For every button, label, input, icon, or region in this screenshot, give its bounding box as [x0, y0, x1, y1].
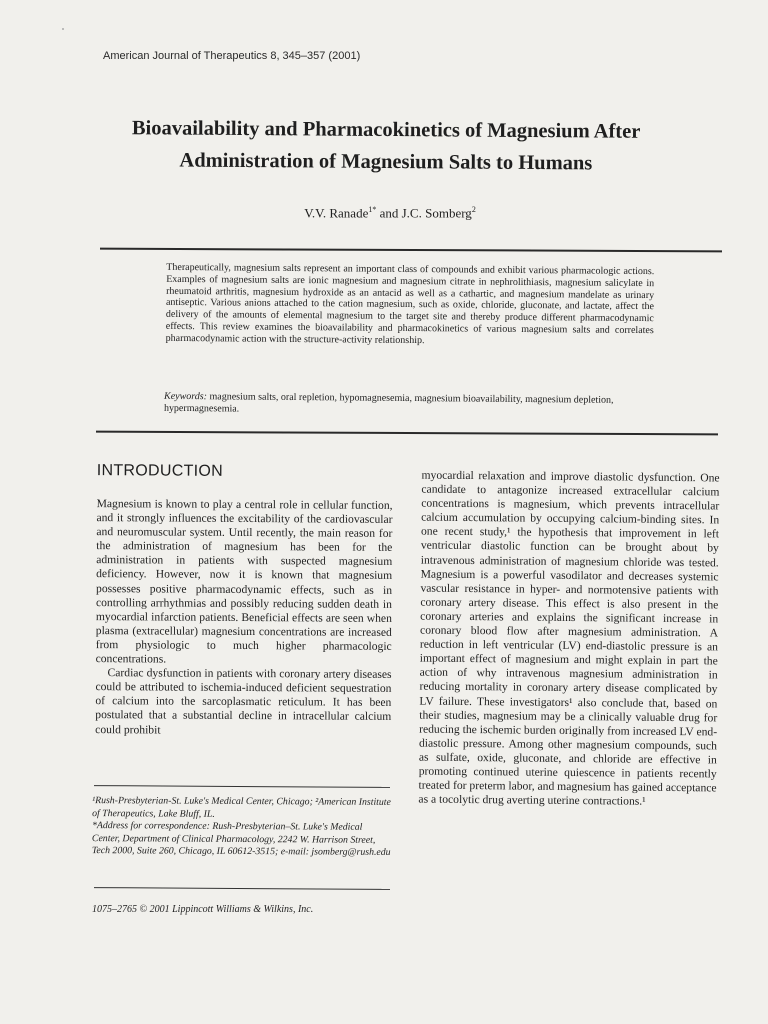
abstract-divider	[96, 431, 718, 436]
title-line-2: Administration of Magnesium Salts to Humans	[179, 149, 593, 175]
scan-speck	[62, 28, 64, 30]
body-column-left	[95, 461, 393, 738]
author-2: J.C. Somberg	[401, 205, 472, 221]
paragraph: Cardiac dysfunction in patients with coronary artery diseases could be attributed to ischemia-induced deficient sequestration of calcium into the sarcoplasmatic reticulum. It has been postulated that a substantial decline in intracellular calcium could prohibit	[95, 666, 392, 736]
footnote-correspondence: *Address for correspondence: Rush-Presbyterian–St. Luke's Medical Center, Department of Clinical Pharmacology, 2242 W. Harrison Street, Tech 2000, Suite 260, Chicago, IL 60612-3515; e-mail: jsomberg@rush.edu	[91, 820, 391, 859]
author-1-affiliation: 1*	[368, 205, 377, 214]
keywords-label: Keywords:	[164, 390, 208, 403]
footnote-bottom-divider	[94, 887, 390, 890]
journal-citation: American Journal of Therapeutics 8, 345–357 (2001)	[103, 50, 361, 62]
keywords-list: magnesium salts, oral repletion, hypomagnesemia, magnesium bioavailability, magnesium depletion, hypermagnesemia.	[163, 391, 614, 415]
body-column-right	[418, 469, 719, 810]
author-1: V.V. Ranade	[304, 205, 369, 221]
article-title	[100, 112, 672, 180]
footnotes	[92, 795, 392, 860]
section-heading-introduction: INTRODUCTION	[96, 462, 224, 480]
title-line-1: Bioavailability and Pharmacokinetics of Magnesium After	[131, 117, 641, 143]
author-conjunction: and	[376, 205, 402, 221]
paragraph: myocardial relaxation and improve diastolic dysfunction. One candidate to antagonize increased extracellular calcium concentrations is magnesium, which prevents intracellular calcium accumulation by occupying calcium-binding sites. In one recent study,¹ the hypothesis that improvement in left ventricular diastolic function can be brought about by intravenous administration of magnesium chloride was tested. Magnesium is a powerful vasodilator and decreases systemic vascular resistance in hyper- and normotensive patients with coronary artery disease. This effect is also present in the coronary arteries and explains the significant increase in coronary blood flow after magnesium administration. A reduction in left ventricular (LV) end-diastolic pressure is an important effect of magnesium and might explain in part the action of why intravenous magnesium administration in reducing mortality in coronary artery disease complicated by LV failure. These investigators¹ also conclude that, based on their studies, magnesium may be a clinically valuable drug for reducing the ischemic burden originally from increased LV end-diastolic pressure. Among other magnesium compounds, such as sulfate, oxide, gluconate, and chloride are effective in promoting continued uterine quiescence in patients recently treated for preterm labor, and magnesium has gained acceptance as a tocolytic drug averting uterine contractions.¹	[418, 468, 720, 808]
author-2-affiliation: 2	[471, 205, 476, 214]
abstract: Therapeutically, magnesium salts represent an important class of compounds and exhibit various pharmacologic actions. Examples of magnesium salts are ionic magnesium and magnesium citrate in nephrolithiasis, magnesium salicylate in rheumatoid arthritis, magnesium hydroxide as an antacid as well as a cathartic, and magnesium mandelate as urinary antiseptic. Various anions attached to the cation magnesium, such as oxide, chloride, gluconate, and lactate, affect the delivery of the amounts of elemental magnesium to the target site and thereby produce different pharmacodynamic effects. This review examines the bioavailability and pharmacokinetics of various magnesium salts and correlates pharmacodynamic action with the structure-activity relationship.	[165, 261, 655, 346]
keywords	[164, 391, 654, 419]
footnote-affiliations: ¹Rush-Presbyterian-St. Luke's Medical Center, Chicago; ²American Institute of Therapeutics, Lake Bluff, IL.	[92, 795, 391, 820]
footnote-divider	[94, 785, 390, 788]
author-line	[100, 205, 680, 221]
header-divider	[100, 248, 722, 253]
paragraph: Magnesium is known to play a central role in cellular function, and it strongly influences the excitability of the cardiovascular and neuromuscular system. Until recently, the main reason for the administration of magnesium has been for the administration in patients with suspected magnesium deficiency. However, now it is known that magnesium possesses positive pharmacodynamic effects, such as in controlling arrhythmias and possibly reducing sudden death in myocardial infarction patients. Beneficial effects are seen when plasma (extracellular) magnesium concentrations are increased from physiologic to much higher pharmacologic concentrations.	[95, 497, 393, 666]
copyright-line: 1075–2765 © 2001 Lippincott Williams & Wilkins, Inc.	[92, 904, 314, 915]
